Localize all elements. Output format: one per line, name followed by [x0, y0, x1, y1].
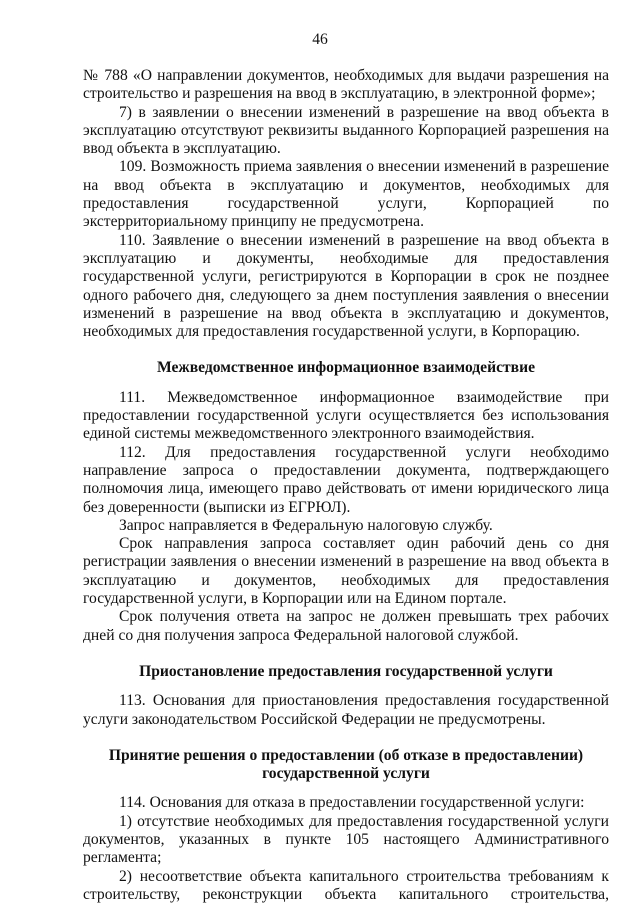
paragraph: 7) в заявлении о внесении изменений в разрешение на ввод объекта в эксплуатацию отсутствуют реквизиты выданного Корпорацией разрешения на ввод объекта в эксплуатацию. [83, 103, 609, 158]
section-heading: Межведомственное информационное взаимодействие [157, 359, 535, 377]
paragraph: 110. Заявление о внесении изменений в разрешение на ввод объекта в эксплуатацию и документы, необходимые для предоставления государственной услуги, регистрируются в Корпорации в срок не позднее одного рабочего дня, следующего за днем поступления заявления о внесении изменений в разрешение на ввод объекта в эксплуатацию и документов, необходимых для предоставления государственной услуги, в Корпорацию. [83, 231, 609, 341]
paragraph: Срок получения ответа на запрос не должен превышать трех рабочих дней со дня получения запроса Федеральной налоговой службой. [83, 608, 609, 644]
document-body [83, 67, 609, 904]
paragraph: 2) несоответствие объекта капитального строительства требованиям к строительству, реконструкции объекта капитального строительства, [83, 867, 609, 903]
paragraph: 1) отсутствие необходимых для предоставления государственной услуги документов, указанных в пункте 105 настоящего Административного регламента; [83, 812, 609, 867]
page-number: 46 [312, 31, 328, 48]
section-heading: Принятие решения о предоставлении (об отказе в предоставлении) государственной услуги [108, 746, 584, 783]
paragraph: № 788 «О направлении документов, необходимых для выдачи разрешения на строительство и разрешения на ввод в эксплуатацию, в электронной форме»; [83, 67, 609, 103]
paragraph: 113. Основания для приостановления предоставления государственной услуги законодательством Российской Федерации не предусмотрены. [83, 692, 609, 728]
paragraph: 111. Межведомственное информационное взаимодействие при предоставлении государственной услуги осуществляется без использования единой системы межведомственного электронного взаимодействия. [83, 388, 609, 443]
section-heading: Приостановление предоставления государственной услуги [139, 662, 553, 680]
spacer [83, 783, 609, 794]
spacer [83, 645, 609, 663]
spacer [83, 341, 609, 359]
spacer [83, 729, 609, 747]
paragraph: Срок направления запроса составляет один рабочий день со дня регистрации заявления о внесении изменений в разрешение на ввод объекта в эксплуатацию и документов, необходимых для предоставления государственной услуги, в Корпорации или на Едином портале. [83, 535, 609, 608]
paragraph: Запрос направляется в Федеральную налоговую службу. [119, 516, 493, 534]
paragraph: 114. Основания для отказа в предоставлении государственной услуги: [119, 794, 585, 812]
paragraph: 109. Возможность приема заявления о внесении изменений в разрешение на ввод объекта в эксплуатацию и документов, необходимых для предоставления государственной услуги, Корпорацией по экстерриториальному принципу не предусмотрена. [83, 158, 609, 231]
spacer [83, 681, 609, 692]
paragraph: 112. Для предоставления государственной услуги необходимо направление запроса о предоставлении документа, подтверждающего полномочия лица, имеющего право действовать от имени юридического лица без доверенности (выписки из ЕГРЮЛ). [83, 443, 609, 516]
spacer [83, 378, 609, 389]
